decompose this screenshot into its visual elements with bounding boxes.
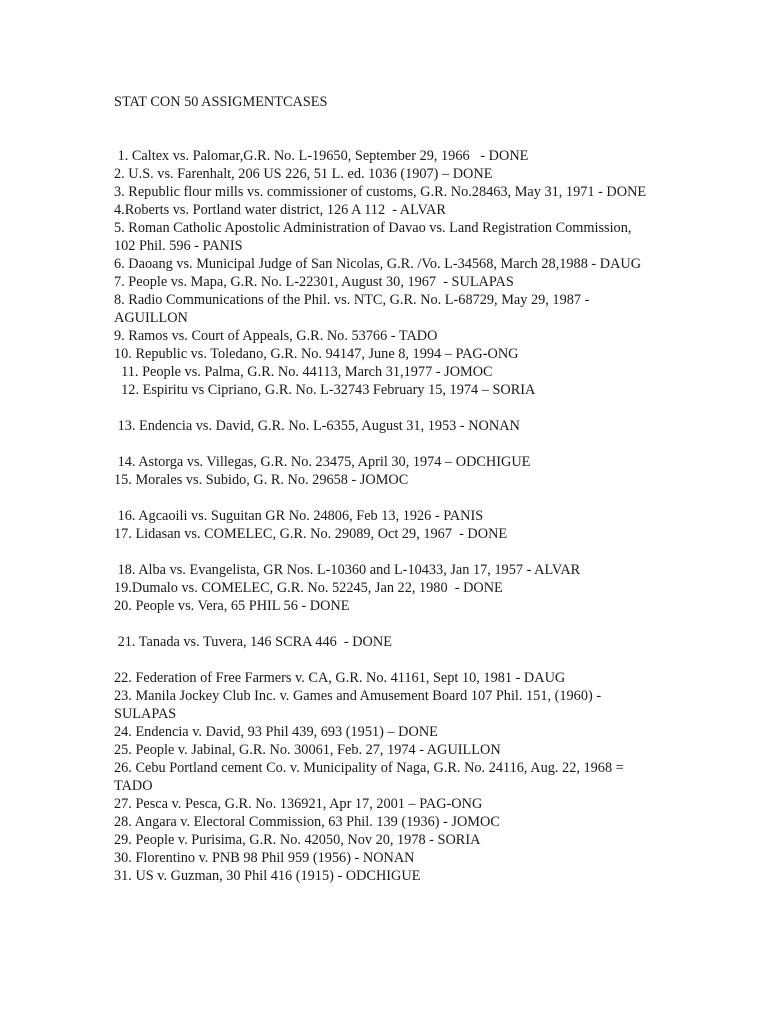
blank-line <box>114 489 654 507</box>
case-entry: 12. Espiritu vs Cipriano, G.R. No. L-32743 February 15, 1974 – SORIA <box>114 382 536 398</box>
case-entry: 13. Endencia vs. David, G.R. No. L-6355, August 31, 1953 - NONAN <box>114 418 520 434</box>
case-entry: 8. Radio Communications of the Phil. vs. NTC, G.R. No. L-68729, May 29, 1987 - AGUILLON <box>114 292 593 326</box>
case-entry: 26. Cebu Portland cement Co. v. Municipality of Naga, G.R. No. 24116, Aug. 22, 1968 = TADO <box>114 760 628 794</box>
case-entry: 5. Roman Catholic Apostolic Administration of Davao vs. Land Registration Commission, 102 Phil. 596 - PANIS <box>114 220 636 254</box>
case-entry: 1. Caltex vs. Palomar,G.R. No. L-19650, September 29, 1966 - DONE <box>114 148 529 164</box>
case-entry: 16. Agcaoili vs. Suguitan GR No. 24806, Feb 13, 1926 - PANIS <box>114 508 484 524</box>
case-entry: 14. Astorga vs. Villegas, G.R. No. 23475, April 30, 1974 – ODCHIGUE <box>114 454 531 470</box>
case-entry: 3. Republic flour mills vs. commissioner of customs, G.R. No.28463, May 31, 1971 - DONE <box>114 184 647 200</box>
case-entry: 18. Alba vs. Evangelista, GR Nos. L-10360 and L-10433, Jan 17, 1957 - ALVAR <box>114 562 581 578</box>
case-entry: 22. Federation of Free Farmers v. CA, G.R. No. 41161, Sept 10, 1981 - DAUG <box>114 670 566 686</box>
case-entry: 24. Endencia v. David, 93 Phil 439, 693 (1951) – DONE <box>114 724 438 740</box>
case-entry: 4.Roberts vs. Portland water district, 126 A 112 - ALVAR <box>114 202 446 218</box>
case-entry: 15. Morales vs. Subido, G. R. No. 29658 - JOMOC <box>114 472 409 488</box>
case-entry: 23. Manila Jockey Club Inc. v. Games and Amusement Board 107 Phil. 151, (1960) - SULAPAS <box>114 688 605 722</box>
case-entry: 10. Republic vs. Toledano, G.R. No. 94147, June 8, 1994 – PAG-ONG <box>114 346 519 362</box>
blank-line <box>114 435 654 453</box>
blank-line <box>114 543 654 561</box>
case-entry: 9. Ramos vs. Court of Appeals, G.R. No. 53766 - TADO <box>114 328 438 344</box>
case-entry: 31. US v. Guzman, 30 Phil 416 (1915) - ODCHIGUE <box>114 868 421 884</box>
case-entry: 7. People vs. Mapa, G.R. No. L-22301, August 30, 1967 - SULAPAS <box>114 274 514 290</box>
case-entry: 6. Daoang vs. Municipal Judge of San Nicolas, G.R. /Vo. L-34568, March 28,1988 - DAUG <box>114 256 642 272</box>
case-entry: 11. People vs. Palma, G.R. No. 44113, March 31,1977 - JOMOC <box>114 364 493 380</box>
document-page <box>114 93 654 885</box>
case-entry: 25. People v. Jabinal, G.R. No. 30061, Feb. 27, 1974 - AGUILLON <box>114 742 501 758</box>
document-title: STAT CON 50 ASSIGMENTCASES <box>114 94 328 110</box>
case-entry: 28. Angara v. Electoral Commission, 63 Phil. 139 (1936) - JOMOC <box>114 814 500 830</box>
case-entry: 17. Lidasan vs. COMELEC, G.R. No. 29089, Oct 29, 1967 - DONE <box>114 526 508 542</box>
blank-line <box>114 399 654 417</box>
case-entry: 27. Pesca v. Pesca, G.R. No. 136921, Apr 17, 2001 – PAG-ONG <box>114 796 483 812</box>
case-entry: 30. Florentino v. PNB 98 Phil 959 (1956) - NONAN <box>114 850 415 866</box>
case-list <box>114 147 654 885</box>
case-entry: 29. People v. Purisima, G.R. No. 42050, Nov 20, 1978 - SORIA <box>114 832 481 848</box>
case-entry: 2. U.S. vs. Farenhalt, 206 US 226, 51 L. ed. 1036 (1907) – DONE <box>114 166 493 182</box>
case-entry: 19.Dumalo vs. COMELEC, G.R. No. 52245, Jan 22, 1980 - DONE <box>114 580 503 596</box>
blank-line <box>114 615 654 633</box>
case-entry: 21. Tanada vs. Tuvera, 146 SCRA 446 - DONE <box>114 634 392 650</box>
case-entry: 20. People vs. Vera, 65 PHIL 56 - DONE <box>114 598 350 614</box>
blank-line <box>114 651 654 669</box>
